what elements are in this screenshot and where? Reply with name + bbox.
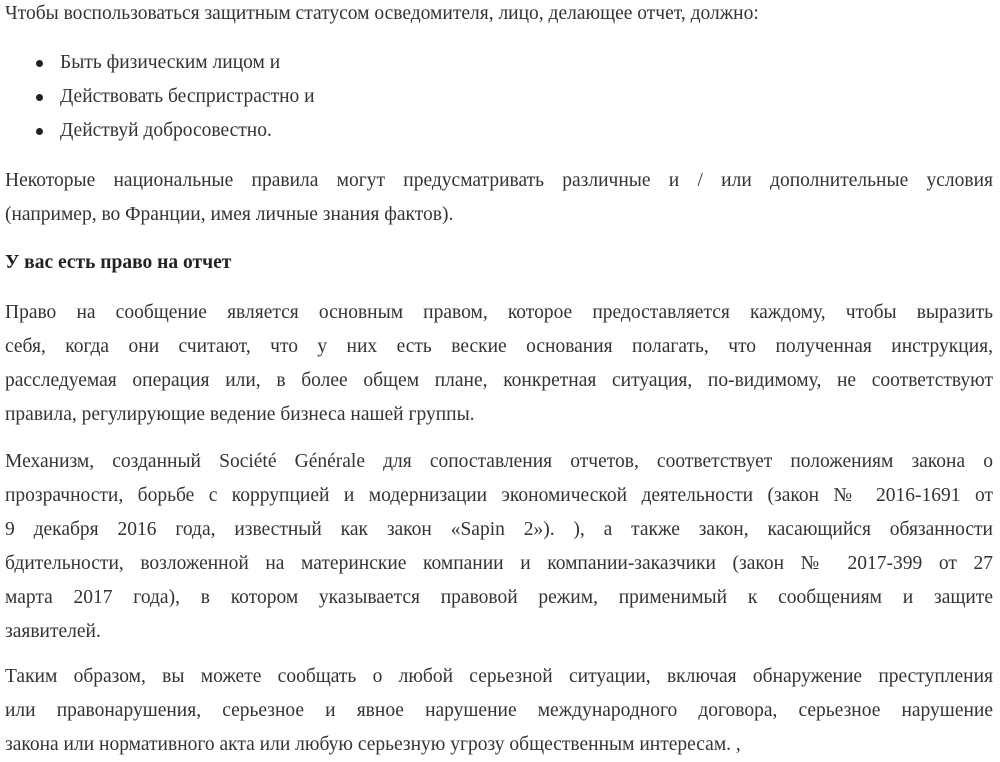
paragraph-line: Некоторые национальные правила могут предусматривать различные и / или дополнительные условия xyxy=(5,170,993,191)
paragraph-line: бдительности, возложенной на материнские компании и компании-заказчики (закон № 2017-399 от 27 xyxy=(5,553,993,574)
list-item xyxy=(5,46,315,80)
intro-text: Чтобы воспользоваться защитным статусом осведомителя, лицо, делающее отчет, должно: xyxy=(5,3,759,24)
list-item-text: Действуй добросовестно. xyxy=(60,120,272,141)
paragraph-line: 9 декабря 2016 года, известный как закон «Sapin 2»). ), а также закон, касающийся обязанности xyxy=(5,519,993,540)
section-heading: У вас есть право на отчет xyxy=(5,252,232,273)
paragraph-line: Право на сообщение является основным правом, которое предоставляется каждому, чтобы выразить xyxy=(5,302,993,323)
bullet-icon xyxy=(36,60,43,67)
list-item xyxy=(5,114,315,148)
national-rules-paragraph xyxy=(5,164,993,232)
paragraph-line: Механизм, созданный Société Générale для сопоставления отчетов, соответствует положениям закона о xyxy=(5,451,993,472)
paragraph-line: (например, во Франции, имея личные знания фактов). xyxy=(5,204,454,225)
paragraph-line: или правонарушения, серьезное и явное нарушение международного договора, серьезное нарушение xyxy=(5,700,993,721)
list-item-text: Действовать беспристрастно и xyxy=(60,86,315,107)
list-item-text: Быть физическим лицом и xyxy=(60,52,281,73)
paragraph-line: себя, когда они считают, что у них есть веские основания полагать, что полученная инструкция, xyxy=(5,336,993,357)
paragraph-line: закона или нормативного акта или любую серьезную угрозу общественным интересам. , xyxy=(5,734,741,755)
paragraph-line: правила, регулирующие ведение бизнеса нашей группы. xyxy=(5,404,475,425)
right-to-report-paragraph xyxy=(5,296,993,432)
conditions-list xyxy=(5,46,315,148)
bullet-icon xyxy=(36,128,43,135)
paragraph-line: марта 2017 года), в котором указывается правовой режим, применимый к сообщениям и защите xyxy=(5,587,993,608)
reporting-scope-paragraph xyxy=(5,660,993,762)
paragraph-line: Таким образом, вы можете сообщать о любой серьезной ситуации, включая обнаружение преступления xyxy=(5,666,993,687)
paragraph-line: расследуемая операция или, в более общем плане, конкретная ситуация, по-видимому, не соответствуют xyxy=(5,370,993,391)
mechanism-paragraph xyxy=(5,445,993,649)
paragraph-line: заявителей. xyxy=(5,621,101,642)
paragraph-line: прозрачности, борьбе с коррупцией и модернизации экономической деятельности (закон № 2016-1691 от xyxy=(5,485,993,506)
list-item xyxy=(5,80,315,114)
bullet-icon xyxy=(36,94,43,101)
